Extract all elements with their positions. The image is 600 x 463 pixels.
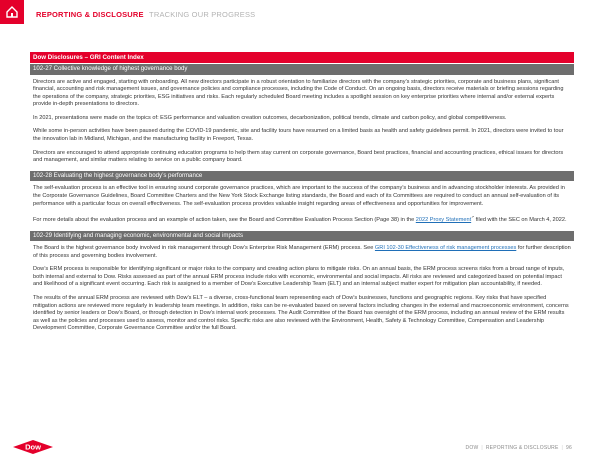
gri-102-30-link[interactable]: GRI 102-30 Effectiveness of risk management processes	[374, 245, 517, 252]
paragraph	[33, 245, 571, 260]
proxy-statement-link[interactable]: 2022 Proxy Statement	[415, 216, 472, 223]
paragraph	[33, 214, 571, 224]
row-body-102-28	[30, 181, 574, 229]
table-title: Dow Disclosures – GRI Content Index	[30, 52, 574, 63]
home-glyph	[5, 5, 19, 19]
paragraph: In 2021, presentations were made on the topics of: ESG performance and valuation creation outcomes, decarbonization, political trends, climate and carbon policy, and global competitiveness.	[33, 114, 507, 121]
top-bar	[0, 0, 600, 33]
paragraph-text: for further description of this process and governing bodies involvement.	[33, 245, 571, 259]
paragraph: The self-evaluation process is an effective tool in ensuring sound corporate governance practices, which are important to the success of the company’s business and in advancing stockholder interests. As provided in the Corporate Governance Guidelines, Board Committee Charters and the New York Stock Exchange listing standards, the Board and each of its Committees are required to conduct an annual self-evaluation of its performance with a particular focus on overall effectiveness. The self-evaluation process provides valuable insight regarding areas of effectiveness and opportunities for improvement.	[33, 185, 565, 207]
paragraph-text: filed with the SEC on March 4, 2022.	[474, 216, 567, 223]
gri-table	[30, 52, 574, 338]
dow-logo-graphic	[12, 439, 54, 455]
breadcrumb-subsection[interactable]: TRACKING OUR PROGRESS	[149, 10, 256, 19]
paragraph: The results of the annual ERM process are reviewed with Dow’s ELT – a diverse, cross-functional team representing each of Dow’s businesses, functions and geographic regions. Key risks that have specified mitigation actions are reviewed more regularly in leadership team meetings. In addition, risks can be re-evaluated based on several factors including changes in the external and macroeconomic environment, concerns identified by senior leaders or Dow’s Board, or through detection in Dow’s internal work processes. The Audit Committee of the Board has oversight of the ERM process, including an annual review of the ERM results as well as the policies and processes used to assess, monitor and control risks. Specific risks are also reviewed with the Environment, Health, Safety & Technology Committee, Compensation and Leadership Development Committee, Corporate Governance Committee and/or the full Board.	[33, 295, 569, 332]
footer-section[interactable]: REPORTING & DISCLOSURE	[485, 445, 559, 451]
breadcrumb-section[interactable]: REPORTING & DISCLOSURE	[36, 10, 144, 19]
logo-text: Dow	[25, 442, 41, 452]
paragraph: Directors are active and engaged, starting with onboarding. All new directors participate in a robust orientation to familiarize directors with the company’s strategic priorities, corporate and business plans, significant financial, accounting and risk management issues, and governance policies and compliance processes, including the Code of Conduct. On an ongoing basis, directors receive materials or briefing sessions regarding the operations of the company, strategic priorities, ESG initiatives and risks. Each regularly scheduled Board meeting includes a spotlight session on key enterprise priorities where internal and/or external experts provide in-depth presentations to directors.	[33, 78, 564, 108]
row-body-102-29	[30, 241, 574, 338]
row-heading-102-27: 102-27 Collective knowledge of highest governance body	[30, 64, 574, 75]
breadcrumb	[36, 10, 255, 19]
footer: DOW | REPORTING & DISCLOSURE | 96	[465, 445, 572, 451]
row-heading-102-28: 102-28 Evaluating the highest governance body’s performance	[30, 171, 574, 182]
paragraph-text: For more details about the evaluation process and an example of action taken, see the Board and Committee Evaluation Process Section (Page 38) in the	[33, 216, 416, 223]
footer-company: DOW	[465, 445, 479, 451]
home-icon[interactable]	[0, 0, 24, 24]
paragraph: Dow’s ERM process is responsible for identifying significant or major risks to the company and creating action plans to mitigate risks. On an annual basis, the ERM process screens risks from a broad range of inputs, both internal and external to Dow. Risks assessed as part of the annual ERM process include risks with economic, environmental and social impacts. All risks are reviewed and categorized based on potential impact and likelihood of a significant event occurring. Each risk is assigned to a member of Dow’s Executive Leadership Team (ELT) and an internal subject matter expert for mitigation plan accountability, if needed.	[33, 266, 565, 288]
row-body-102-27	[30, 75, 574, 170]
page-number: 96	[566, 445, 572, 451]
paragraph-text: The Board is the highest governance body involved in risk management through Dow’s Enterprise Risk Management (ERM) process. See	[33, 245, 375, 252]
paragraph: While some in-person activities have been paused during the COVID-19 pandemic, site and facility tours have resumed on a limited basis as health and safety guidelines permit. In 2021, directors were invited to tour the innovation lab in Midland, Michigan, and the manufacturing facility in Freeport, Texas.	[33, 128, 564, 143]
external-link-icon: ↗	[471, 215, 475, 220]
row-heading-102-29: 102-29 Identifying and managing economic, environmental and social impacts	[30, 231, 574, 242]
paragraph: Directors are encouraged to attend appropriate continuing education programs to help them stay current on corporate governance, Board best practices, financial and accounting practices, ethical issues for directors and management, and similar matters relating to service on a public company board.	[33, 149, 564, 164]
dow-diamond-logo[interactable]	[12, 439, 54, 460]
